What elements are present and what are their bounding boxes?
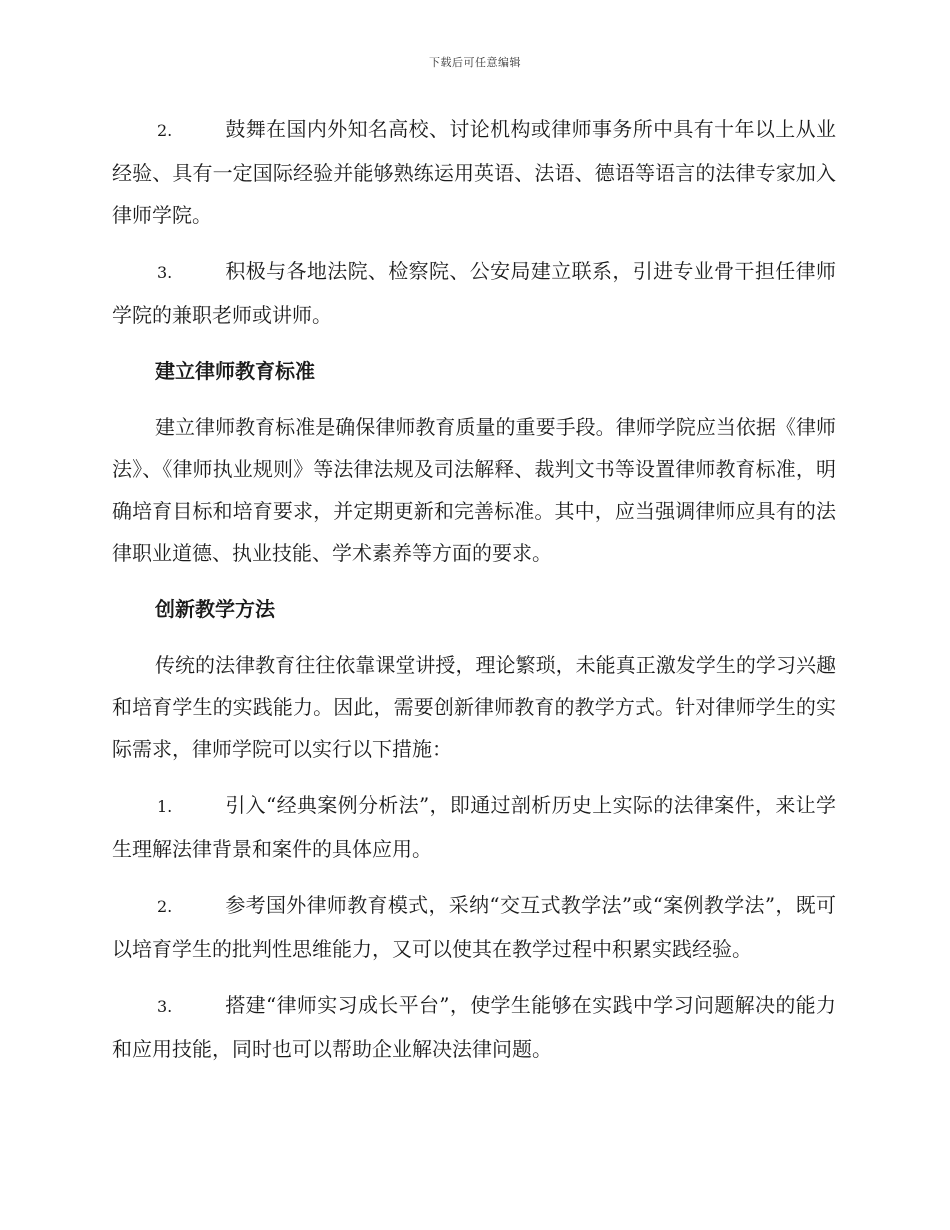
section-heading: 建立律师教育标准 bbox=[155, 359, 315, 383]
item-text: 积极与各地法院、检察院、公安局建立联系，引进专业骨干担任律师学院的兼职老师或讲师。 bbox=[112, 259, 836, 327]
numbered-item bbox=[112, 884, 836, 970]
item-text: 搭建“律师实习成长平台”，使学生能够在实践中学习问题解决的能力和应用技能，同时也可以帮助企业解决法律问题。 bbox=[112, 993, 836, 1061]
document-body bbox=[112, 108, 836, 1084]
body-paragraph: 传统的法律教育往往依靠课堂讲授，理论繁琐，未能真正激发学生的学习兴趣和培育学生的实践能力。因此，需要创新律师教育的教学方式。针对律师学生的实际需求，律师学院可以实行以下措施： bbox=[112, 653, 836, 761]
item-number: 3. bbox=[157, 263, 173, 282]
numbered-item bbox=[112, 250, 836, 336]
item-text: 参考国外律师教育模式，采纳“交互式教学法”或“案例教学法”，既可以培育学生的批判性思维能力，又可以使其在教学过程中积累实践经验。 bbox=[112, 893, 836, 961]
page-header: 下载后可任意编辑 bbox=[429, 56, 521, 69]
item-number: 3. bbox=[157, 997, 173, 1016]
section-heading: 创新教学方法 bbox=[155, 597, 275, 621]
item-text: 鼓舞在国内外知名高校、讨论机构或律师事务所中具有十年以上从业经验、具有一定国际经验并能够熟练运用英语、法语、德语等语言的法律专家加入律师学院。 bbox=[112, 117, 836, 227]
numbered-item bbox=[112, 984, 836, 1070]
body-paragraph: 建立律师教育标准是确保律师教育质量的重要手段。律师学院应当依据《律师法》、《律师执业规则》等法律法规及司法解释、裁判文书等设置律师教育标准，明确培育目标和培育要求，并定期更新和完善标准。其中，应当强调律师应具有的法律职业道德、执业技能、学术素养等方面的要求。 bbox=[112, 415, 836, 565]
item-number: 2. bbox=[157, 897, 173, 916]
item-text: 引入“经典案例分析法”，即通过剖析历史上实际的法律案件，来让学生理解法律背景和案件的具体应用。 bbox=[112, 793, 836, 861]
numbered-item bbox=[112, 784, 836, 870]
item-number: 2. bbox=[157, 121, 173, 140]
item-number: 1. bbox=[157, 797, 173, 816]
numbered-item bbox=[112, 108, 836, 236]
